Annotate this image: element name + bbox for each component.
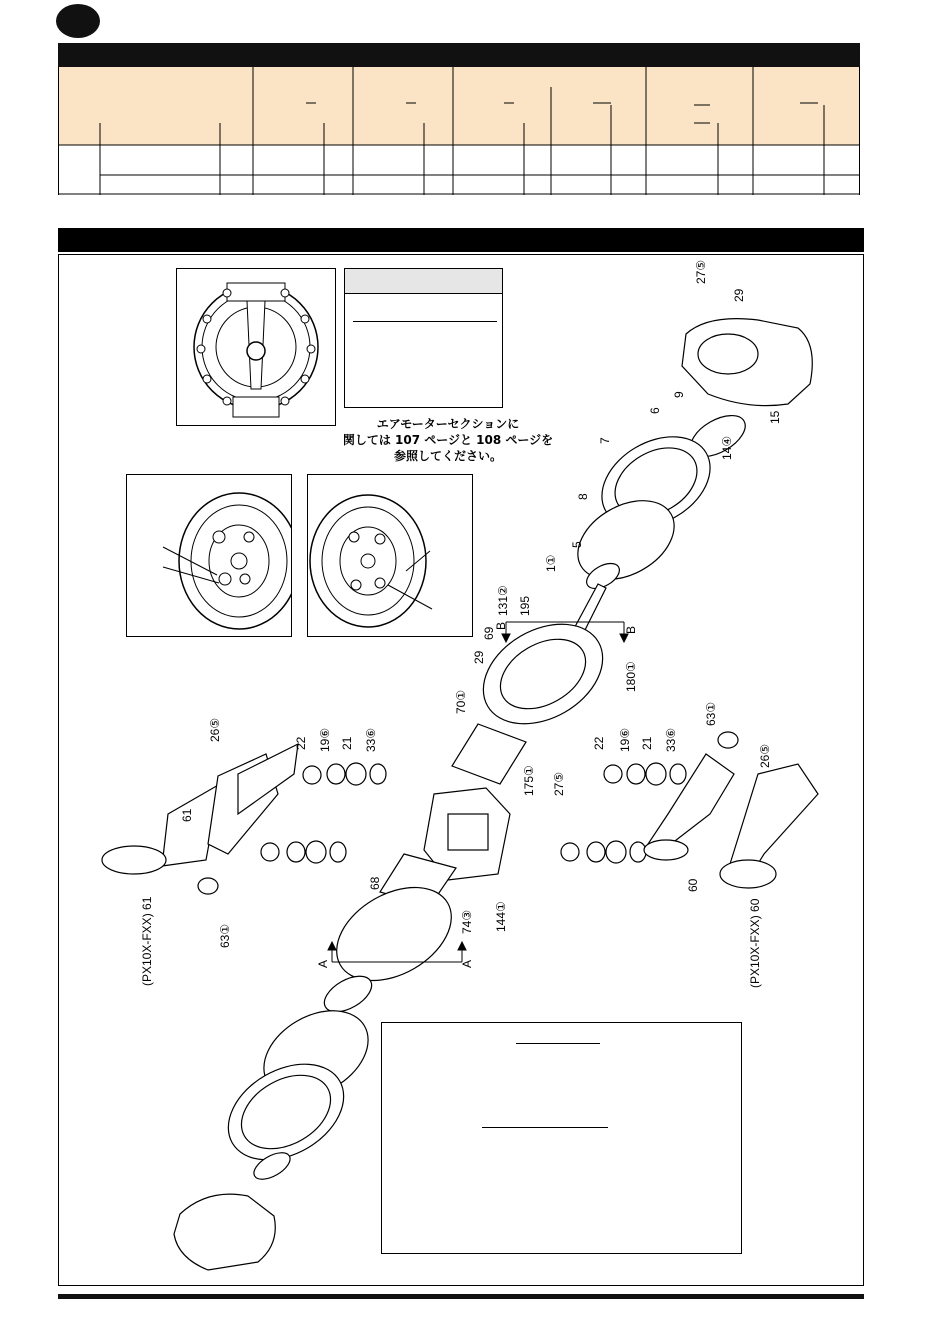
callout-63-left: 63①: [218, 923, 232, 948]
callout-19-left: 19⑥: [318, 727, 332, 752]
callout-61: 61: [180, 808, 194, 822]
callout-27-mid: 27⑤: [552, 771, 566, 796]
callout-61-fxx: (PX10X-FXX) 61: [140, 896, 154, 986]
callout-68: 68: [368, 876, 382, 890]
callout-A-right: A: [460, 959, 474, 968]
callout-B-right: B: [624, 625, 638, 634]
callout-15: 15: [768, 410, 782, 424]
callout-B-left: B: [494, 621, 508, 630]
callout-74: 74③: [460, 909, 474, 934]
callout-29-mid: 29: [472, 650, 486, 664]
callout-21-left: 21: [340, 736, 354, 750]
note-line-3: 参照してください。: [393, 449, 502, 463]
footer-rule: [58, 1294, 864, 1299]
notes-rule-2: [482, 1127, 608, 1128]
page-marker-circle: [56, 4, 100, 38]
callout-26-right: 26⑤: [758, 743, 772, 768]
callout-63-right: 63①: [704, 701, 718, 726]
callout-144: 144①: [494, 901, 508, 932]
callout-21-right: 21: [640, 736, 654, 750]
callout-7: 7: [598, 437, 612, 444]
callout-131: 131②: [496, 585, 510, 616]
callout-14: 14④: [720, 435, 734, 460]
callout-33-right: 33⑥: [664, 727, 678, 752]
callout-26-left: 26⑤: [208, 717, 222, 742]
callout-60-fxx: (PX10X-FXX) 60: [748, 898, 762, 988]
callout-69: 69: [482, 626, 496, 640]
callout-29-upper: 29: [732, 288, 746, 302]
table-grid: [58, 43, 860, 195]
notes-rule-1: [516, 1043, 600, 1044]
notes-box: [381, 1022, 742, 1254]
callout-5: 5: [570, 541, 584, 548]
callout-9: 9: [672, 391, 686, 398]
callout-22-right: 22: [592, 736, 606, 750]
section-title-bar: [58, 228, 864, 252]
callout-180: 180①: [624, 661, 638, 692]
callout-70: 70①: [454, 689, 468, 714]
callout-6: 6: [648, 407, 662, 414]
parts-table: [58, 43, 860, 195]
callout-19-right: 19⑥: [618, 727, 632, 752]
note-line-1: エアモーターセクションに: [376, 417, 520, 431]
callout-A-left: A: [316, 959, 330, 968]
callout-8: 8: [576, 493, 590, 500]
callout-22-left: 22: [294, 736, 308, 750]
callout-1: 1①: [544, 554, 558, 572]
callout-27-upper: 27⑤: [694, 259, 708, 284]
note-line-2: 関しては 107 ページと 108 ページを: [342, 433, 554, 447]
callout-60: 60: [686, 878, 700, 892]
callout-175: 175①: [522, 765, 536, 796]
callout-195: 195: [518, 595, 532, 616]
callout-33-left: 33⑥: [364, 727, 378, 752]
